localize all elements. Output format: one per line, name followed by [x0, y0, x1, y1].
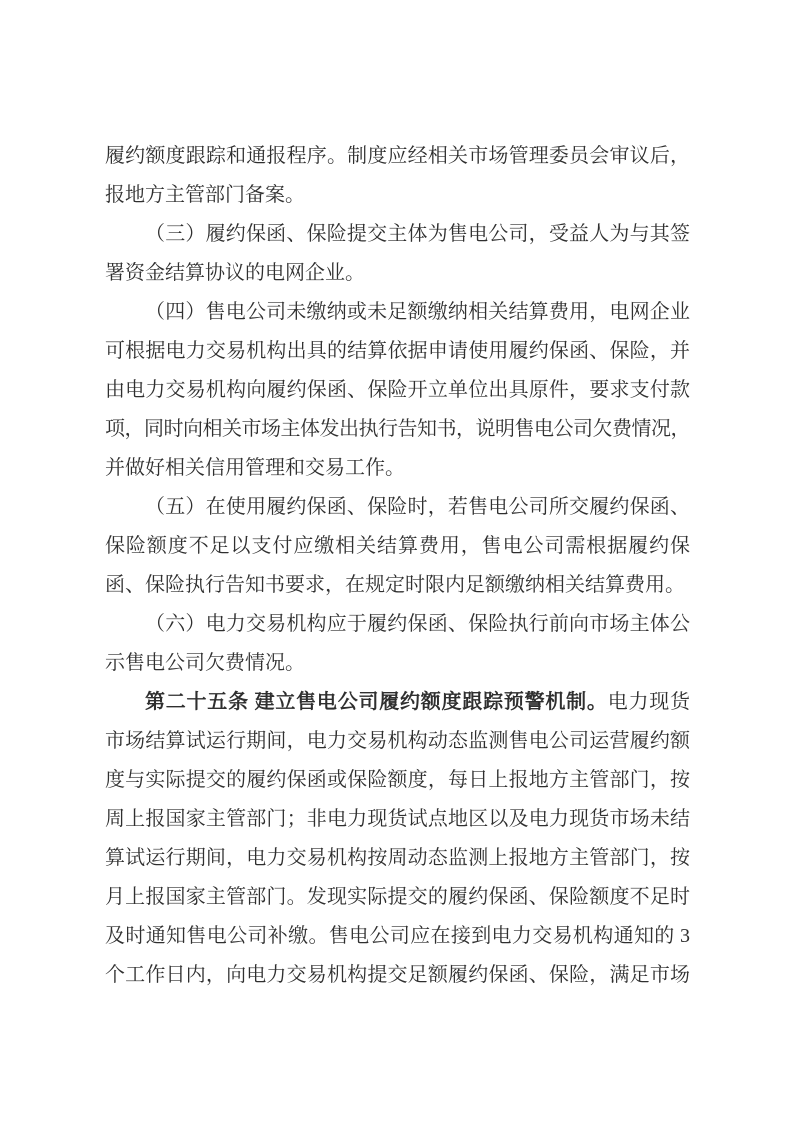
text-run: 月上报国家主管部门。发现实际提交的履约保函、保险额度不足时 [105, 886, 690, 908]
text-run: 示售电公司欠费情况。 [105, 652, 305, 674]
text-line [105, 917, 690, 956]
text-line [105, 644, 690, 683]
text-line [105, 683, 690, 722]
text-run: （五）在使用履约保函、保险时，若售电公司所交履约保函、 [145, 496, 690, 518]
text-run: 履约额度跟踪和通报程序。制度应经相关市场管理委员会审议后， [105, 145, 690, 167]
text-line [105, 449, 690, 488]
article-heading-run: 第二十五条 建立售电公司履约额度跟踪预警机制。 [145, 691, 608, 713]
text-run: 保险额度不足以支付应缴相关结算费用，售电公司需根据履约保 [105, 535, 690, 557]
text-run: 项，同时向相关市场主体发出执行告知书，说明售电公司欠费情况， [105, 418, 690, 440]
text-run: 电力现货 [607, 691, 690, 713]
text-line [105, 488, 690, 527]
text-run: 算试运行期间，电力交易机构按周动态监测上报地方主管部门，按 [105, 847, 690, 869]
text-run: 报地方主管部门备案。 [105, 184, 305, 206]
text-run: 个工作日内，向电力交易机构提交足额履约保函、保险，满足市场 [105, 964, 690, 986]
text-line [105, 176, 690, 215]
text-run: 署资金结算协议的电网企业。 [105, 262, 365, 284]
text-line [105, 761, 690, 800]
text-run: （四）售电公司未缴纳或未足额缴纳相关结算费用，电网企业 [145, 301, 690, 323]
text-line [105, 566, 690, 605]
text-run: 市场结算试运行期间，电力交易机构动态监测售电公司运营履约额 [105, 730, 690, 752]
text-run: （六）电力交易机构应于履约保函、保险执行前向市场主体公 [145, 613, 690, 635]
text-line [105, 527, 690, 566]
text-line [105, 878, 690, 917]
text-run: （三）履约保函、保险提交主体为售电公司，受益人为与其签 [145, 223, 690, 245]
text-line [105, 254, 690, 293]
text-line [105, 293, 690, 332]
text-line [105, 332, 690, 371]
text-line [105, 839, 690, 878]
text-line [105, 137, 690, 176]
text-line [105, 215, 690, 254]
text-line [105, 722, 690, 761]
text-run: 由电力交易机构向履约保函、保险开立单位出具原件，要求支付款 [105, 379, 690, 401]
text-line [105, 410, 690, 449]
text-line [105, 956, 690, 995]
text-line [105, 605, 690, 644]
text-line [105, 800, 690, 839]
text-run: 及时通知售电公司补缴。售电公司应在接到电力交易机构通知的 3 [105, 925, 690, 947]
text-run: 并做好相关信用管理和交易工作。 [105, 457, 405, 479]
text-run: 函、保险执行告知书要求，在规定时限内足额缴纳相关结算费用。 [105, 574, 685, 596]
document-text [105, 137, 690, 995]
text-run: 度与实际提交的履约保函或保险额度，每日上报地方主管部门，按 [105, 769, 690, 791]
text-run: 可根据电力交易机构出具的结算依据申请使用履约保函、保险，并 [105, 340, 690, 362]
text-run: 周上报国家主管部门；非电力现货试点地区以及电力现货市场未结 [105, 808, 690, 830]
text-line [105, 371, 690, 410]
